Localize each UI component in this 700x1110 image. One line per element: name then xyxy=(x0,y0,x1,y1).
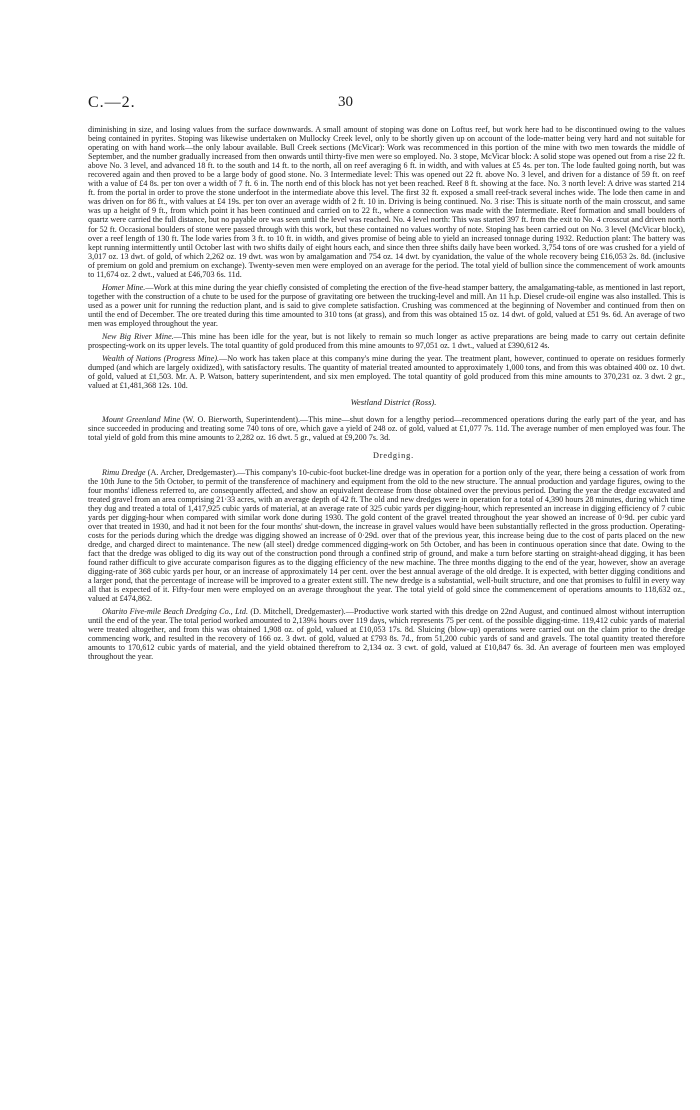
paragraph-title: Homer Mine. xyxy=(102,282,146,292)
page-number: 30 xyxy=(338,94,353,110)
paragraph-text: —Work at this mine during the year chiefly consisted of completing the erection of the five-head stamper battery, the amalgamating-table, as mentioned in last report, together with the construction of a chute to be used for the purpose of gravitating ore between the trucking-level and mill. An 11 h.p. Diesel crude-oil engine was also installed. This is used as a power unit for running the reduction plant, and is said to give complete satisfaction. Crushing was commenced at the beginning of November and continued from then on until the end of December. The ore treated during this time amounted to 310 tons (at grass), and from this was obtained 15 oz. 14 dwt. of gold, valued at £51 9s. 6d. An average of two men was employed throughout the year. xyxy=(88,282,685,328)
page-header xyxy=(88,94,688,114)
paragraph-text: (W. O. Bierworth, Superintendent).—This mine—shut down for a lengthy period—recommenced operations during the early part of the year, and has since succeeded in producing and treating some 740 tons of ore, which gave a yield of 248 oz. of gold, valued at £1,077 7s. 11d. The average number of men employed was four. The total yield of gold from this mine amounts to 2,282 oz. 16 dwt. 5 gr., valued at £9,200 7s. 3d. xyxy=(88,415,685,443)
paragraph-text: —No work has taken place at this company's mine during the year. The treatment plant, however, continued to operate on residues formerly dumped (and which are largely oxidized), with satisfactory results. The quantity of material treated amounted to approximately 1,000 tons, and from this was obtained 400 oz. 10 dwt. of gold, valued at £1,503. Mr. A. P. Watson, battery superintendent, and six men employed. The total quantity of gold produced from this mine amounts to 370,231 oz. 3 dwt. 2 gr., valued at £1,481,368 12s. 10d. xyxy=(88,354,686,391)
paragraph-title: Mount Greenland Mine xyxy=(102,415,181,425)
paragraph-reefton-continued: diminishing in size, and losing values from the surface downwards. A small amount of stoping was done on Loftus reef, but work here had to be discontinued owing to the values being contained in pyrites. Stoping was likewise undertaken on Mullocky Creek level, only to be shortly given up on account of the lode-matter being very hard and not suitable for operating on with hand work—the only labour available. Bull Creek sections (McVicar): Work was recommenced in this portion of the mine with two men towards the middle of September, and the number gradually increased from then onwards until thirty-five men were so employed. No. 3 stope, McVicar block: A solid stope was opened out from a rise 22 ft. above No. 3 level, and advanced 18 ft. to the south and 14 ft. to the north, all on reef averaging 6 ft. in width, and with values at £5 4s. per ton. The lode faulted going north, but was recovered again and then proved to be a large body of good stone. No. 3 Intermediate level: This was opened out 22 ft. above No. 3 level, and driven for a distance of 59 ft. on reef with a value of £4 8s. per ton over a width of 7 ft. 6 in. The north end of this block has not yet been reached. Reef 8 ft. showing at the face. No. 3 north level: A drive was started 214 ft. from the portal in order to prove the stone underfoot in the intermediate above this level. The first 32 ft. exposed a small reef-track several inches wide. The lode then came in and was driven on for 86 ft., with values at £4 19s. per ton over an average width of 2 ft. 10 in. Driving is being continued. No. 3 rise: This is situate north of the main crosscut, and same was up a height of 9 ft., from which point it has been continued and carried on to 22 ft., where a connection was made with the Intermediate. Reef formation and small boulders of quartz were carried the full distance, but no payable ore was seen until the level was reached. No. 4 level north: This was started 397 ft. from the exit to No. 4 crosscut and driven north for 52 ft. Occasional boulders of stone were passed through with this work, but these contained no values worthy of note. Stoping has been carried out on No. 3 level (McVicar block), over a reef length of 130 ft. The lode varies from 3 ft. to 10 ft. in width, and gives promise of being able to yield an increased tonnage during 1932. Reduction plant: The battery was kept running intermittently until October last with two shifts daily of eight hours each, and since then three shifts daily have been worked. 3,754 tons of ore was crushed for a yield of 3,017 oz. 13 dwt. of gold, of which 2,262 oz. 19 dwt. was won by amalgamation and 754 oz. 14 dwt. by cyanidation, the value of the whole recovery being £16,053 2s. 8d. (inclusive of premium on gold and premium on exchange). Twenty-seven men were employed on an average for the period. The total yield of bullion since the commencement of work amounts to 11,674 oz. 2 dwt., valued at £46,703 6s. 11d. xyxy=(88,125,685,279)
paragraph-text: —This mine has been idle for the year, but is not likely to remain so much longer as active preparations are being made to carry out certain definite prospecting-work on its upper levels. The total quantity of gold produced from this mine amounts to 97,051 oz. 1 dwt., valued at £390,612 4s. xyxy=(88,332,685,351)
body-text xyxy=(88,125,685,662)
paragraph-text: (D. Mitchell, Dredgemaster).—Productive work started with this dredge on 22nd August, and continued almost without interruption until the end of the year. The total period worked amounted to 2,139¼ hours over 119 days, which represents 75 per cent. of the possible digging-time. 119,412 cubic yards of material were treated altogether, and from this was obtained 1,908 oz. of gold, valued at £10,053 17s. 8d. Sluicing (blow-up) operations were carried out on the claim prior to the dredge commencing work, and resulted in the recovery of 166 oz. 3 dwt. of gold, valued at £793 8s. 7d., from 51,200 cubic yards of sand and gravels. The total quantity treated therefore amounts to 170,612 cubic yards of material, and the yield obtained therefrom to 2,134 oz. 3 cwt. of gold, valued at £10,847 6s. 3d. An average of fourteen men was employed throughout the year. xyxy=(88,607,685,662)
section-heading-westland: Westland District (Ross). xyxy=(350,397,437,408)
paragraph-title: Wealth of Nations (Progress Mine). xyxy=(102,354,220,364)
paragraph-homer-mine xyxy=(88,283,685,328)
paragraph-new-big-river-mine xyxy=(88,332,685,350)
section-heading-dredging: Dredging. xyxy=(372,450,415,460)
paragraph-text: (A. Archer, Dredgemaster).—This company's 10-cubic-foot bucket-line dredge was in operation for a portion only of the year, there being a cessation of work from the 10th June to the 5th October, to permit of the transference of machinery and equipment from the old to the new structure. The annual production and yardage figures, owing to the four months' idleness referred to, are consequently affected, and show an equivalent decrease from those obtained over the previous period. During the year the dredge excavated and treated gravel from an area comprising 21·33 acres, with an average depth of 42 ft. The old and new dredges were in operation for a total of 4,390 hours 28 minutes, during which time they dug and treated a total of 1,417,925 cubic yards of material, at an average rate of 325 cubic yards per digging-hour, which represented an increase in digging efficiency of 7 cubic yards per digging-hour when compared with similar work done during 1930. The gold content of the gravel treated throughout the year showed an increase of 0·9d. per cubic yard over that treated in 1930, and had it not been for the four months' shut-down, the increase in gravel values would have been substantially reflected in the gross production. Operating-costs for the periods during which the dredge was digging showed an increase of 0·29d. over that of the previous year, this increase being due to the cost of parts placed on the new dredge, and charged direct to maintenance. The new (all steel) dredge commenced digging-work on 5th October, and has been in continuous operation since that date. Owing to the fact that the dredge was obliged to dig its way out of the construction pond through a confined strip of ground, and make a turn before starting on straight-ahead digging, it has been found rather difficult to give accurate comparison figures as to the digging efficiency of the new machine. The three months digging to the end of the year, however, show an average digging-rate of 368 cubic yards per hour, or an increase of approximately 14 per cent. over the best annual average of the old dredge. It is expected, with better digging conditions and a larger pond, that the percentage of increase will be improved to a greater extent still. The new dredge is a substantial, well-built structure, and one that promises to fulfil in every way all that is expected of it. Fifty-four men were employed on an average throughout the year. The total yield of gold since the commencement of operations amounts to 118,632 oz., valued at £474,862. xyxy=(88,467,685,604)
paragraph-okarito-dredge xyxy=(88,607,685,661)
paragraph-title: New Big River Mine. xyxy=(102,332,174,342)
paragraph-mount-greenland xyxy=(88,415,685,442)
paragraph-wealth-of-nations xyxy=(88,354,685,390)
paragraph-rimu-dredge xyxy=(88,468,685,604)
paragraph-title: Rimu Dredge xyxy=(102,467,146,477)
document-code: C.—2. xyxy=(88,94,136,111)
paragraph-title: Okarito Five-mile Beach Dredging Co., Ltd. xyxy=(102,607,248,617)
